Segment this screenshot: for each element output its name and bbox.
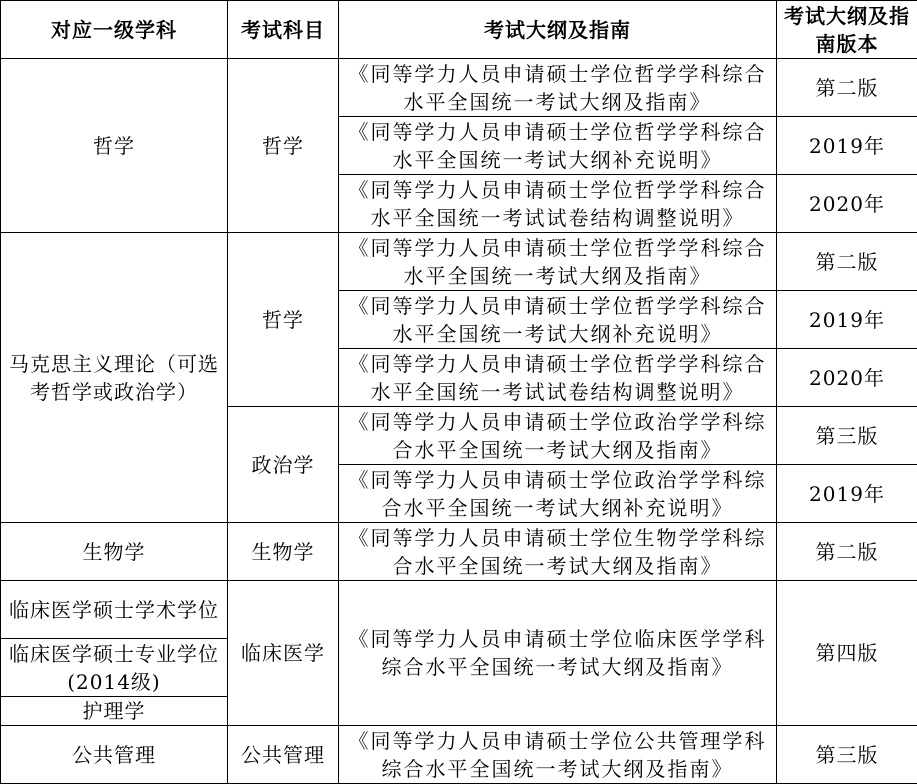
subject-cell: 临床医学	[228, 581, 339, 726]
discipline-cell: 生物学	[1, 523, 228, 581]
version-cell: 2019年	[777, 465, 917, 523]
guide-cell: 《同等学力人员申请硕士学位生物学学科综合水平全国统一考试大纲及指南》	[339, 523, 777, 581]
subject-cell: 公共管理	[228, 726, 339, 784]
guide-cell: 《同等学力人员申请硕士学位临床医学学科综合水平全国统一考试大纲及指南》	[339, 581, 777, 726]
table-row	[1, 726, 917, 784]
guide-cell: 《同等学力人员申请硕士学位哲学学科综合水平全国统一考试试卷结构调整说明》	[339, 175, 777, 233]
guide-cell: 《同等学力人员申请硕士学位公共管理学科综合水平全国统一考试大纲及指南》	[339, 726, 777, 784]
version-cell: 第三版	[777, 407, 917, 465]
discipline-cell: 哲学	[1, 59, 228, 233]
header-version: 考试大纲及指南版本	[777, 1, 917, 59]
subject-cell: 哲学	[228, 233, 339, 407]
version-cell: 2020年	[777, 175, 917, 233]
header-guide: 考试大纲及指南	[339, 1, 777, 59]
guide-cell: 《同等学力人员申请硕士学位哲学学科综合水平全国统一考试大纲及指南》	[339, 59, 777, 117]
table-header-row	[1, 1, 917, 59]
guide-cell: 《同等学力人员申请硕士学位政治学学科综合水平全国统一考试大纲及指南》	[339, 407, 777, 465]
subject-cell: 哲学	[228, 59, 339, 233]
table-row	[1, 581, 917, 639]
guide-cell: 《同等学力人员申请硕士学位哲学学科综合水平全国统一考试大纲补充说明》	[339, 117, 777, 175]
discipline-cell: 公共管理	[1, 726, 228, 784]
version-cell: 2019年	[777, 291, 917, 349]
version-cell: 第四版	[777, 581, 917, 726]
version-cell: 第二版	[777, 233, 917, 291]
discipline-cell: 临床医学硕士专业学位(2014级)	[1, 639, 228, 697]
version-cell: 2019年	[777, 117, 917, 175]
discipline-cell: 马克思主义理论（可选考哲学或政治学）	[1, 233, 228, 523]
guide-cell: 《同等学力人员申请硕士学位哲学学科综合水平全国统一考试试卷结构调整说明》	[339, 349, 777, 407]
table-row	[1, 59, 917, 117]
version-cell: 第二版	[777, 523, 917, 581]
header-discipline: 对应一级学科	[1, 1, 228, 59]
guide-cell: 《同等学力人员申请硕士学位哲学学科综合水平全国统一考试大纲补充说明》	[339, 291, 777, 349]
discipline-cell: 护理学	[1, 697, 228, 726]
table-row	[1, 523, 917, 581]
table-row	[1, 233, 917, 291]
header-subject: 考试科目	[228, 1, 339, 59]
guide-cell: 《同等学力人员申请硕士学位哲学学科综合水平全国统一考试大纲及指南》	[339, 233, 777, 291]
version-cell: 第二版	[777, 59, 917, 117]
guide-cell: 《同等学力人员申请硕士学位政治学学科综合水平全国统一考试大纲补充说明》	[339, 465, 777, 523]
version-cell: 第三版	[777, 726, 917, 784]
discipline-cell: 临床医学硕士学术学位	[1, 581, 228, 639]
subject-cell: 政治学	[228, 407, 339, 523]
subject-cell: 生物学	[228, 523, 339, 581]
version-cell: 2020年	[777, 349, 917, 407]
